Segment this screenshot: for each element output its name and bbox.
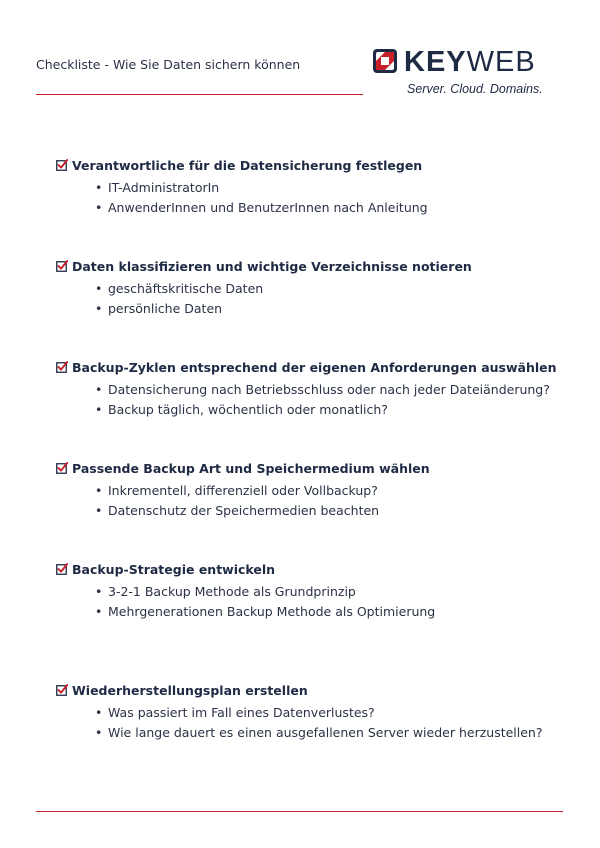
section-items [56,279,586,319]
list-item-text: persönliche Daten [108,301,223,316]
checked-box-icon [56,361,68,373]
list-item [56,602,586,622]
list-item-text: IT-AdministratorIn [108,180,220,195]
section-items [56,380,586,420]
bullet-icon: • [95,402,103,417]
bullet-icon: • [95,705,103,720]
list-item-text: Inkrementell, differenziell oder Vollbackup? [108,483,378,498]
section-header [56,257,586,275]
list-item [56,501,586,521]
logo-mark-icon [372,48,398,74]
checklist-section [56,560,586,622]
section-header [56,681,586,699]
section-header [56,459,586,477]
section-items [56,481,586,521]
bullet-icon: • [95,503,103,518]
logo-wordmark [404,46,536,78]
list-item-text: Datenschutz der Speichermedien beachten [108,503,380,518]
checklist-section [56,459,586,521]
bullet-icon: • [95,483,103,498]
bullet-icon: • [95,725,103,740]
keyweb-logo [372,44,568,100]
bullet-icon: • [95,584,103,599]
list-item [56,481,586,501]
checklist-section [56,257,586,319]
list-item [56,299,586,319]
list-item [56,703,586,723]
logo-word-bold: KEY [404,46,467,78]
list-item-text: Wie lange dauert es einen ausgefallenen Server wieder herzustellen? [108,725,543,740]
list-item [56,380,586,400]
list-item [56,582,586,602]
checked-box-icon [56,159,68,171]
section-title: Backup-Zyklen entsprechend der eigenen Anforderungen auswählen [72,359,557,375]
logo-tagline: Server. Cloud. Domains. [407,82,543,96]
list-item-text: Mehrgenerationen Backup Methode als Optimierung [108,604,436,619]
list-item [56,400,586,420]
bullet-icon: • [95,301,103,316]
document-title: Checkliste - Wie Sie Daten sichern können [36,57,301,72]
header-divider [36,94,363,95]
section-items [56,178,586,218]
section-items [56,703,586,743]
bullet-icon: • [95,200,103,215]
section-title: Backup-Strategie entwickeln [72,561,276,577]
list-item-text: AnwenderInnen und BenutzerInnen nach Anleitung [108,200,428,215]
list-item [56,198,586,218]
bullet-icon: • [95,281,103,296]
logo-word-regular: WEB [466,46,536,78]
section-header [56,358,586,376]
list-item-text: Was passiert im Fall eines Datenverlustes? [108,705,375,720]
section-title: Daten klassifizieren und wichtige Verzeichnisse notieren [72,258,472,274]
checklist-section [56,358,586,420]
bullet-icon: • [95,180,103,195]
checklist-section [56,156,586,218]
bullet-icon: • [95,382,103,397]
list-item-text: Datensicherung nach Betriebsschluss oder nach jeder Dateiänderung? [108,382,550,397]
list-item [56,279,586,299]
section-title: Wiederherstellungsplan erstellen [72,682,308,698]
section-title: Passende Backup Art und Speichermedium wählen [72,460,430,476]
section-items [56,582,586,622]
section-header [56,156,586,174]
bullet-icon: • [95,604,103,619]
checked-box-icon [56,684,68,696]
list-item-text: geschäftskritische Daten [108,281,264,296]
checked-box-icon [56,462,68,474]
list-item-text: 3-2-1 Backup Methode als Grundprinzip [108,584,356,599]
list-item [56,723,586,743]
footer-divider [36,811,563,812]
section-title: Verantwortliche für die Datensicherung festlegen [72,157,423,173]
list-item-text: Backup täglich, wöchentlich oder monatlich? [108,402,388,417]
checked-box-icon [56,260,68,272]
checked-box-icon [56,563,68,575]
checklist-section [56,681,586,743]
section-header [56,560,586,578]
list-item [56,178,586,198]
